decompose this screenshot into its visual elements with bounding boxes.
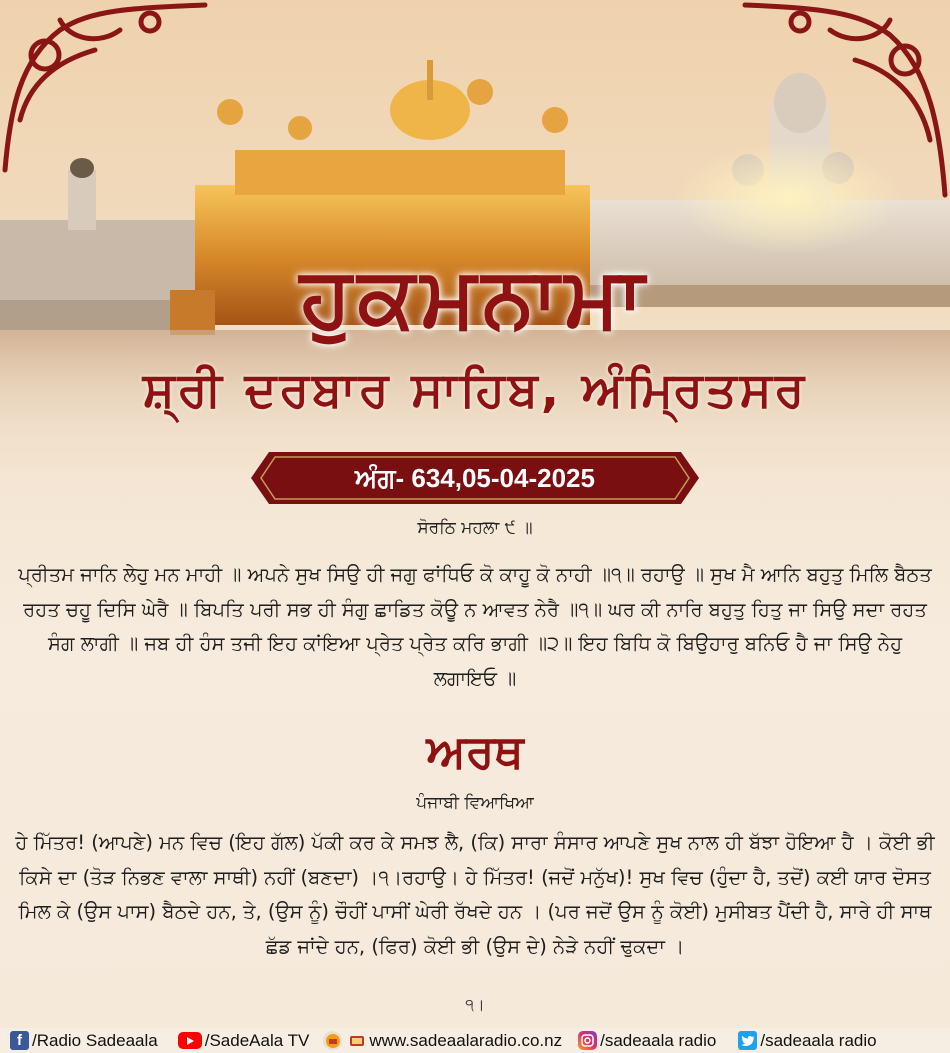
- ang-date-label: ਅੰਗ- 634,05-04-2025: [355, 463, 595, 493]
- page-mark: ੧।: [465, 995, 485, 1014]
- page-title: ਹੁਕਮਨਾਮਾ: [300, 248, 650, 346]
- page-subtitle: ਸ਼੍ਰੀ ਦਰਬਾਰ ਸਾਹਿਬ, ਅੰਮ੍ਰਿਤਸਰ: [142, 362, 808, 418]
- radio-logo-icon: [323, 1031, 342, 1050]
- instagram-link[interactable]: [578, 1031, 716, 1051]
- website-url: www.sadeaalaradio.co.nz: [369, 1030, 563, 1050]
- shabad-heading: ਸੋਰਠਿ ਮਹਲਾ ੯ ॥: [417, 518, 533, 538]
- tv-logo-icon: [347, 1031, 366, 1050]
- corner-ornament-right-icon: [735, 0, 950, 200]
- youtube-link[interactable]: [178, 1031, 310, 1051]
- youtube-handle: /SadeAala TV: [204, 1030, 310, 1050]
- corner-ornament-left-icon: [0, 0, 215, 175]
- facebook-handle: /Radio Sadeaala: [32, 1030, 158, 1050]
- arth-title: ਅਰਥ: [426, 724, 524, 778]
- twitter-icon: [738, 1031, 757, 1050]
- facebook-link[interactable]: [10, 1031, 158, 1051]
- arth-text: ਹੇ ਮਿੱਤਰ! (ਆਪਣੇ) ਮਨ ਵਿਚ (ਇਹ ਗੱਲ) ਪੱਕੀ ਕਰ ਕੇ ਸਮਝ ਲੈ, (ਕਿ) ਸਾਰਾ ਸੰਸਾਰ ਆਪਣੇ ਸੁਖ ਨਾਲ ਹੀ ਬੱਝਾ ਹੋਇਆ ਹੈ । ਕੋਈ ਭੀ ਕਿਸੇ ਦਾ (ਤੋੜ ਨਿਭਣ ਵਾਲਾ ਸਾਥੀ) ਨਹੀਂ (ਬਣਦਾ) ।੧।ਰਹਾਉ। ਹੇ ਮਿੱਤਰ! (ਜਦੋਂ ਮਨੁੱਖ)! ਸੁਖ ਵਿਚ (ਹੁੰਦਾ ਹੈ, ਤਦੋਂ) ਕਈ ਯਾਰ ਦੋਸਤ ਮਿਲ ਕੇ (ਉਸ ਪਾਸ) ਬੈਠਦੇ ਹਨ, ਤੇ, (ਉਸ ਨੂੰ) ਚੌਹੀਂ ਪਾਸੀਂ ਘੇਰੀ ਰੱਖਦੇ ਹਨ । (ਪਰ ਜਦੋਂ ਉਸ ਨੂੰ ਕੋਈ) ਮੁਸੀਬਤ ਪੈਂਦੀ ਹੈ, ਸਾਰੇ ਹੀ ਸਾਥ ਛੱਡ ਜਾਂਦੇ ਹਨ, (ਫਿਰ) ਕੋਈ ਭੀ (ਉਸ ਦੇ) ਨੇੜੇ ਨਹੀਂ ਢੁਕਦਾ ।: [15, 831, 935, 958]
- social-footer: [0, 1028, 950, 1053]
- twitter-link[interactable]: [738, 1031, 876, 1051]
- instagram-handle: /sadeaala radio: [600, 1030, 717, 1050]
- facebook-icon: f: [10, 1031, 29, 1050]
- shabad-text: ਪ੍ਰੀਤਮ ਜਾਨਿ ਲੇਹੁ ਮਨ ਮਾਹੀ ॥ ਅਪਨੇ ਸੁਖ ਸਿਉ ਹੀ ਜਗੁ ਫਾਂਧਿਓ ਕੋ ਕਾਹੂ ਕੋ ਨਾਹੀ ॥੧॥ ਰਹਾਉ ॥ ਸੁਖ ਮੈ ਆਨਿ ਬਹੁਤੁ ਮਿਲਿ ਬੈਠਤ ਰਹਤ ਚਹੂ ਦਿਸਿ ਘੇਰੈ ॥ ਬਿਪਤਿ ਪਰੀ ਸਭ ਹੀ ਸੰਗੁ ਛਾਡਿਤ ਕੋਊ ਨ ਆਵਤ ਨੇਰੈ ॥੧॥ ਘਰ ਕੀ ਨਾਰਿ ਬਹੁਤੁ ਹਿਤੁ ਜਾ ਸਿਉ ਸਦਾ ਰਹਤ ਸੰਗ ਲਾਗੀ ॥ ਜਬ ਹੀ ਹੰਸ ਤਜੀ ਇਹ ਕਾਂਇਆ ਪ੍ਰੇਤ ਪ੍ਰੇਤ ਕਰਿ ਭਾਗੀ ॥੨॥ ਇਹ ਬਿਧਿ ਕੋ ਬਿਉਹਾਰੁ ਬਨਿਓ ਹੈ ਜਾ ਸਿਉ ਨੇਹੁ ਲਗਾਇਓ ॥: [18, 563, 932, 690]
- twitter-handle: /sadeaala radio: [760, 1030, 877, 1050]
- arth-subtitle: ਪੰਜਾਬੀ ਵਿਆਖਿਆ: [416, 793, 534, 813]
- website-link[interactable]: [323, 1031, 562, 1051]
- youtube-icon: [178, 1032, 202, 1049]
- instagram-icon: [578, 1031, 597, 1050]
